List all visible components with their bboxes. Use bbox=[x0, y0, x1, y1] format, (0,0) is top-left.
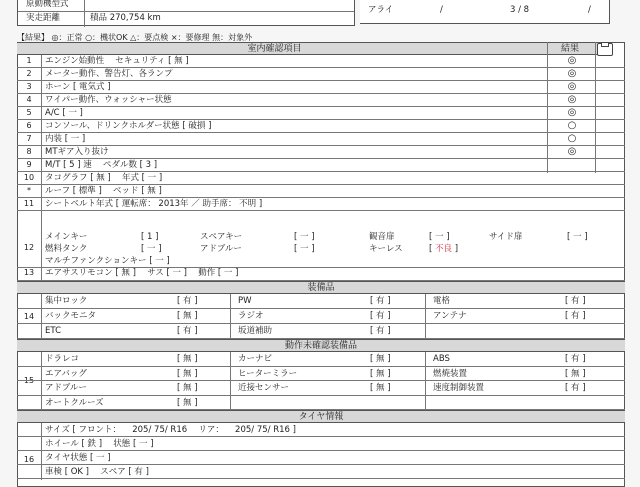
row-label: A/C [ 一 ] bbox=[45, 108, 83, 118]
unverified-item-name: ヒーターミラー bbox=[238, 368, 298, 379]
equipment-item-name: 集中ロック bbox=[45, 296, 88, 306]
equipment-row bbox=[17, 309, 625, 324]
unverified-number: 15 bbox=[23, 376, 35, 385]
unverified-item-name: ドラレコ bbox=[45, 354, 80, 364]
top-info-box bbox=[17, 0, 355, 26]
fuel-tank-value: [ 一 ] bbox=[141, 244, 162, 254]
indoor-row bbox=[17, 107, 625, 120]
arai-value: 3 / 8 bbox=[510, 5, 530, 15]
unverified-item-name: 燃焼装置 bbox=[433, 368, 468, 379]
unverified-item-name: 速度制御装置 bbox=[433, 383, 485, 393]
unverified-item-name: オートクルーズ bbox=[45, 397, 104, 408]
side-door-label: サイド扉 bbox=[489, 232, 523, 242]
equipment-item-value: [ 有 ] bbox=[370, 326, 391, 336]
equipment-item-value: [ 有 ] bbox=[177, 326, 198, 336]
keyless-label: キーレス bbox=[369, 244, 403, 254]
indoor-row bbox=[17, 120, 625, 133]
row-number: 11 bbox=[23, 199, 35, 208]
equipment-item-name: 坂道補助 bbox=[238, 326, 273, 336]
equipment-item-value: [ 有 ] bbox=[177, 296, 198, 306]
indoor-row bbox=[17, 68, 625, 81]
unverified-section bbox=[17, 352, 625, 410]
arai-label: アライ bbox=[368, 5, 394, 15]
tires-row bbox=[17, 451, 625, 465]
unverified-item-value: [ 無 ] bbox=[177, 368, 198, 379]
equipment-item-name: 電格 bbox=[433, 296, 451, 306]
equipment-row bbox=[17, 294, 625, 309]
equipment-item-value: [ 有 ] bbox=[565, 296, 586, 306]
equipment-item-value: [ 無 ] bbox=[177, 311, 198, 321]
keyless-value bbox=[429, 243, 458, 255]
indoor-row bbox=[17, 146, 625, 159]
equipment-row bbox=[17, 324, 625, 339]
result-mark: ○ bbox=[567, 120, 577, 131]
unverified-item-name: アドブルー bbox=[45, 383, 87, 393]
row-number: 4 bbox=[26, 95, 32, 104]
equipment-section bbox=[17, 294, 625, 339]
row-number: 9 bbox=[26, 160, 32, 169]
indoor-row bbox=[17, 94, 625, 107]
keyless-bracket-open: [ bbox=[429, 244, 433, 254]
equipment-item-value: [ 有 ] bbox=[565, 311, 586, 321]
unverified-item-name: 近接センサー bbox=[238, 383, 290, 393]
air-suspension-label: エアサスリモコン [ 無 ] サス [ 一 ] 動作 [ 一 ] bbox=[45, 268, 239, 278]
indoor-row bbox=[17, 133, 625, 146]
unverified-item-name: カーナビ bbox=[238, 354, 273, 364]
double-door-label: 観音扉 bbox=[369, 232, 395, 242]
result-mark: ○ bbox=[567, 133, 577, 144]
row-label: M/T [ 5 ] 速 ペダル数 [ 3 ] bbox=[45, 160, 158, 170]
tire-number: 16 bbox=[23, 455, 35, 464]
tire-line: ホイール [ 鉄 ] 状態 [ 一 ] bbox=[45, 439, 154, 449]
row-label: タコグラフ [ 無 ] 年式 [ 一 ] bbox=[45, 173, 163, 183]
unverified-row bbox=[17, 396, 625, 411]
indoor-title: 室内確認項目 bbox=[247, 44, 302, 54]
row-label: ワイパー動作、ウォッシャー状態 bbox=[45, 95, 172, 105]
unverified-item-value: [ 無 ] bbox=[370, 368, 391, 379]
tires-row bbox=[17, 423, 625, 437]
equipment-item-name: アンテナ bbox=[433, 311, 467, 321]
row-number: 1 bbox=[26, 56, 32, 65]
main-key-label: メインキー bbox=[45, 232, 88, 242]
equipment-item-name: ラジオ bbox=[238, 311, 264, 321]
row-number: 2 bbox=[26, 69, 32, 78]
result-mark: ◎ bbox=[567, 146, 577, 157]
equipment-item-value: [ 有 ] bbox=[370, 296, 391, 306]
row-label: シートベルト年式 [ 運転席： 2013年 ／ 助手席： 不明 ] bbox=[45, 199, 263, 209]
spare-key-label: スペアキー bbox=[200, 232, 243, 242]
slash-1: / bbox=[440, 5, 443, 15]
unverified-item-value: [ 無 ] bbox=[177, 397, 198, 408]
indoor-row bbox=[17, 159, 625, 172]
row-label: ルーフ [ 標準 ] ベッド [ 無 ] bbox=[45, 186, 162, 196]
row-13-number: 13 bbox=[23, 268, 35, 277]
row-label: メーター動作、警告灯、各ランプ bbox=[45, 69, 173, 79]
adblue-value: [ 一 ] bbox=[294, 244, 315, 254]
tire-section bbox=[17, 423, 625, 480]
indoor-row bbox=[17, 198, 625, 211]
equipment-item-value: [ 有 ] bbox=[370, 311, 391, 321]
tire-line: 車検 [ OK ] スペア [ 有 ] bbox=[45, 467, 149, 477]
indoor-row bbox=[17, 172, 625, 185]
row-label: エンジン始動性 セキュリティ [ 無 ] bbox=[45, 56, 189, 66]
tire-header: タイヤ情報 bbox=[17, 410, 625, 423]
equipment-item-name: ETC bbox=[45, 326, 61, 336]
indoor-header bbox=[17, 42, 608, 55]
tires-row bbox=[17, 465, 625, 479]
adblue-label: アドブルー bbox=[200, 244, 242, 254]
double-door-value: [ 一 ] bbox=[429, 232, 450, 242]
row-12-number: 12 bbox=[23, 243, 35, 252]
row-12 bbox=[17, 230, 625, 268]
equipment-item-name: バックモニタ bbox=[45, 311, 97, 321]
tire-line: サイズ [ フロント： 205/ 75/ R16 リア： 205/ 75/ R16 ] bbox=[45, 425, 296, 435]
row-label: 内装 [ 一 ] bbox=[45, 134, 86, 144]
equipment-header: 装備品 bbox=[17, 281, 625, 294]
fuel-tank-label: 燃料タンク bbox=[45, 244, 88, 254]
unverified-item-value: [ 無 ] bbox=[370, 383, 391, 393]
unverified-item-value: [ 有 ] bbox=[565, 383, 586, 393]
result-mark: ◎ bbox=[567, 68, 577, 79]
row-number: 3 bbox=[26, 82, 32, 91]
row-13 bbox=[17, 267, 625, 281]
row-label: コンソール、ドリンクホルダー状態 [ 破損 ] bbox=[45, 121, 212, 131]
top-right-box bbox=[360, 0, 610, 24]
result-mark: ◎ bbox=[567, 107, 577, 118]
result-header: 結果 bbox=[560, 44, 579, 54]
row-number: 10 bbox=[23, 173, 35, 182]
tires-row bbox=[17, 437, 625, 451]
result-mark: ◎ bbox=[567, 94, 577, 105]
mileage-label: 実走距離 bbox=[26, 13, 61, 23]
equipment-item-name: PW bbox=[238, 296, 252, 306]
tire-line: タイヤ状態 [ 一 ] bbox=[45, 453, 111, 463]
row-number: 5 bbox=[26, 108, 32, 117]
row-number: 7 bbox=[26, 134, 32, 143]
unverified-item-name: ABS bbox=[433, 354, 450, 364]
result-mark: ◎ bbox=[567, 55, 577, 66]
main-key-value: [ 1 ] bbox=[141, 232, 159, 242]
side-door-value: [ 一 ] bbox=[567, 232, 588, 242]
unverified-item-value: [ 無 ] bbox=[177, 383, 198, 393]
unverified-item-name: エアバッグ bbox=[45, 368, 87, 379]
unverified-row bbox=[17, 352, 625, 367]
unverified-row bbox=[17, 381, 625, 396]
row-label: MTギア入り抜け bbox=[45, 147, 109, 157]
indoor-row bbox=[17, 185, 625, 198]
unverified-item-value: [ 無 ] bbox=[565, 368, 586, 379]
unverified-header: 動作未確認装備品 bbox=[17, 339, 625, 352]
keyless-bracket-close: ] bbox=[454, 244, 459, 254]
indoor-row bbox=[17, 81, 625, 94]
row-number: 6 bbox=[26, 121, 32, 130]
spare-key-value: [ 一 ] bbox=[294, 232, 315, 242]
unverified-item-value: [ 有 ] bbox=[565, 354, 586, 364]
indoor-row bbox=[17, 55, 625, 68]
result-mark: ◎ bbox=[567, 81, 577, 92]
row-number: * bbox=[27, 186, 31, 195]
keyless-defect: 不良 bbox=[435, 244, 453, 254]
result-legend: 【結果】 ◎：正常 ○：機状OK △：要点検 ×：要修理 無：対象外 bbox=[17, 33, 253, 42]
engine-type-label: 原動機型式 bbox=[26, 0, 69, 9]
slash-2: / bbox=[588, 5, 591, 15]
row-label: ホーン [ 電気式 ] bbox=[45, 82, 111, 92]
equipment-number: 14 bbox=[23, 312, 35, 321]
unverified-item-value: [ 無 ] bbox=[370, 354, 391, 364]
multi-function-key: マルチファンクションキー [ 一 ] bbox=[45, 256, 170, 266]
row-number: 8 bbox=[26, 147, 32, 156]
unverified-item-value: [ 無 ] bbox=[177, 354, 198, 364]
unverified-row bbox=[17, 367, 625, 382]
mileage-value: 積品 270,754 km bbox=[90, 13, 161, 23]
